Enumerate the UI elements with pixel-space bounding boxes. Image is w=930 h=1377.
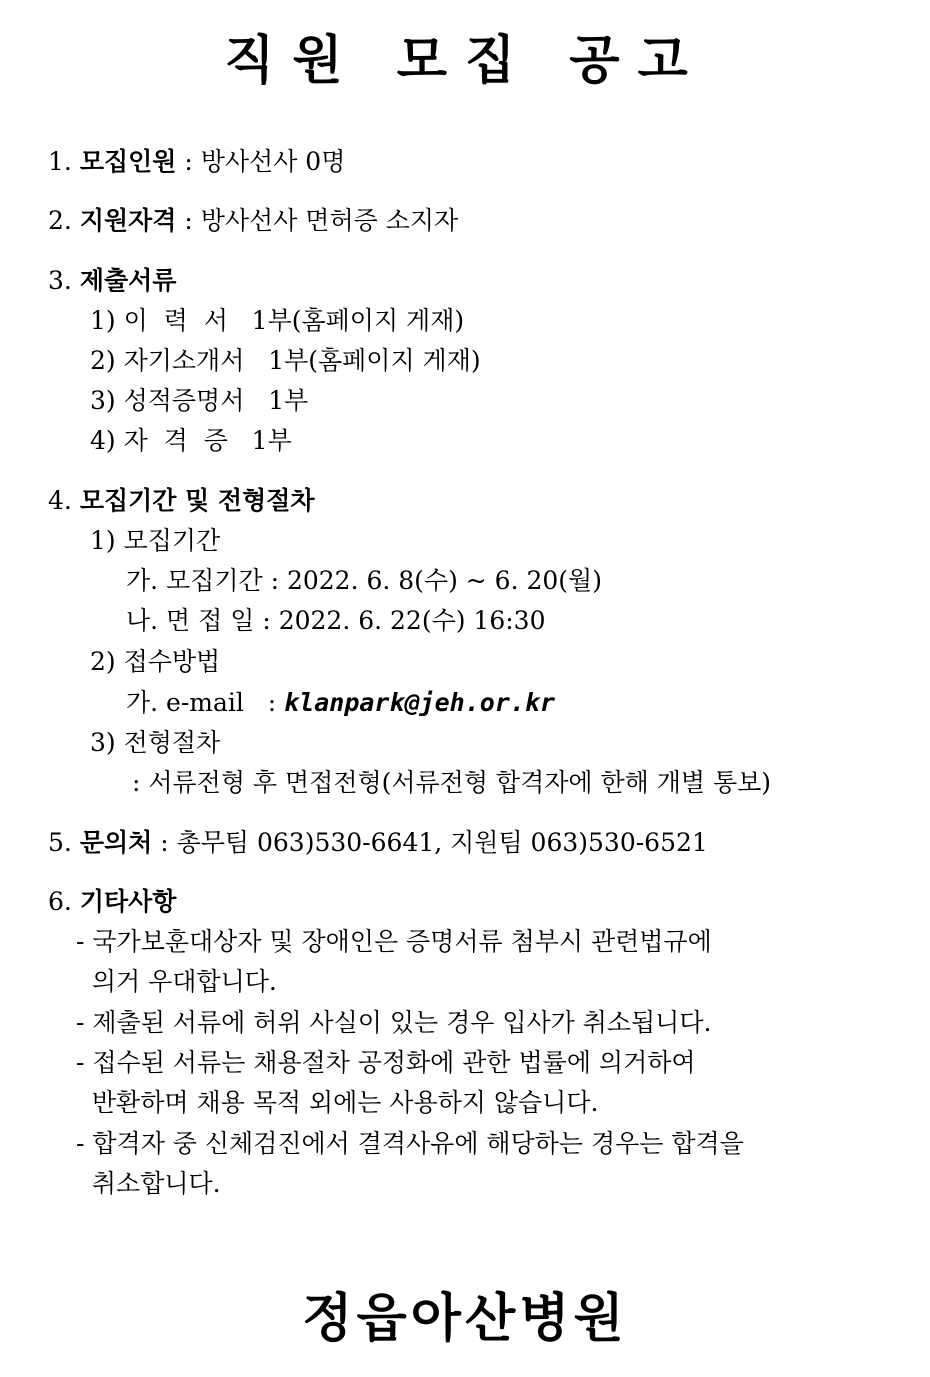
section-heading: 기타사항 bbox=[79, 887, 177, 916]
section-heading: 지원자격 bbox=[79, 206, 177, 235]
email-label: 가. e-mail : bbox=[126, 688, 277, 717]
section-2 bbox=[48, 204, 458, 238]
section-5 bbox=[48, 826, 708, 860]
section-number: 2. bbox=[48, 206, 72, 235]
section-heading: 제출서류 bbox=[79, 266, 177, 295]
separator: : bbox=[176, 206, 201, 235]
note-line: - 제출된 서류에 허위 사실이 있는 경우 입사가 취소됩니다. bbox=[76, 1008, 712, 1037]
list-item: 2) 자기소개서 1부(홈페이지 게재) bbox=[90, 346, 481, 375]
sub-heading-method: 2) 접수방법 bbox=[90, 647, 221, 676]
section-3 bbox=[48, 264, 176, 298]
page-title: 직원 모집 공고 bbox=[224, 31, 706, 91]
section-1 bbox=[48, 145, 345, 179]
section-number: 1. bbox=[48, 147, 72, 176]
section-number: 5. bbox=[48, 828, 72, 857]
note-line: - 합격자 중 신체검진에서 결격사유에 해당하는 경우는 합격을 bbox=[76, 1129, 744, 1158]
section-6 bbox=[48, 885, 176, 919]
note-line: - 국가보훈대상자 및 장애인은 증명서류 첨부시 관련법규에 bbox=[76, 927, 712, 956]
interview-date: 나. 면 접 일 : 2022. 6. 22(수) 16:30 bbox=[126, 606, 546, 635]
section-value: 방사선사 0명 bbox=[200, 147, 346, 176]
email-address[interactable]: klanpark@jeh.or.kr bbox=[284, 688, 556, 717]
list-item: 1) 이 력 서 1부(홈페이지 게재) bbox=[90, 306, 465, 335]
sub-heading-period: 1) 모집기간 bbox=[90, 526, 221, 555]
section-value: 총무팀 063)530-6641, 지원팀 063)530-6521 bbox=[176, 828, 708, 857]
sub-heading-procedure: 3) 전형절차 bbox=[90, 728, 221, 757]
section-heading: 모집인원 bbox=[79, 147, 177, 176]
section-heading: 모집기간 및 전형절차 bbox=[79, 486, 315, 515]
note-line: 취소합니다. bbox=[76, 1169, 221, 1198]
note-line: 의거 우대합니다. bbox=[76, 967, 277, 996]
hospital-name: 정읍아산병원 bbox=[302, 1289, 628, 1349]
list-item: 3) 성적증명서 1부 bbox=[90, 386, 309, 415]
note-line: - 접수된 서류는 채용절차 공정화에 관한 법률에 의거하여 bbox=[76, 1048, 696, 1077]
section-number: 4. bbox=[48, 486, 72, 515]
section-heading: 문의처 bbox=[79, 828, 153, 857]
section-number: 6. bbox=[48, 887, 72, 916]
section-value: 방사선사 면허증 소지자 bbox=[200, 206, 459, 235]
section-4 bbox=[48, 484, 315, 518]
note-line: 반환하며 채용 목적 외에는 사용하지 않습니다. bbox=[76, 1088, 599, 1117]
list-item: 4) 자 격 증 1부 bbox=[90, 426, 292, 455]
email-row bbox=[126, 686, 555, 720]
section-number: 3. bbox=[48, 266, 72, 295]
separator: : bbox=[176, 147, 201, 176]
procedure-text: : 서류전형 후 면접전형(서류전형 합격자에 한해 개별 통보) bbox=[132, 768, 772, 797]
separator: : bbox=[152, 828, 177, 857]
recruit-period: 가. 모집기간 : 2022. 6. 8(수) ~ 6. 20(월) bbox=[126, 566, 602, 595]
